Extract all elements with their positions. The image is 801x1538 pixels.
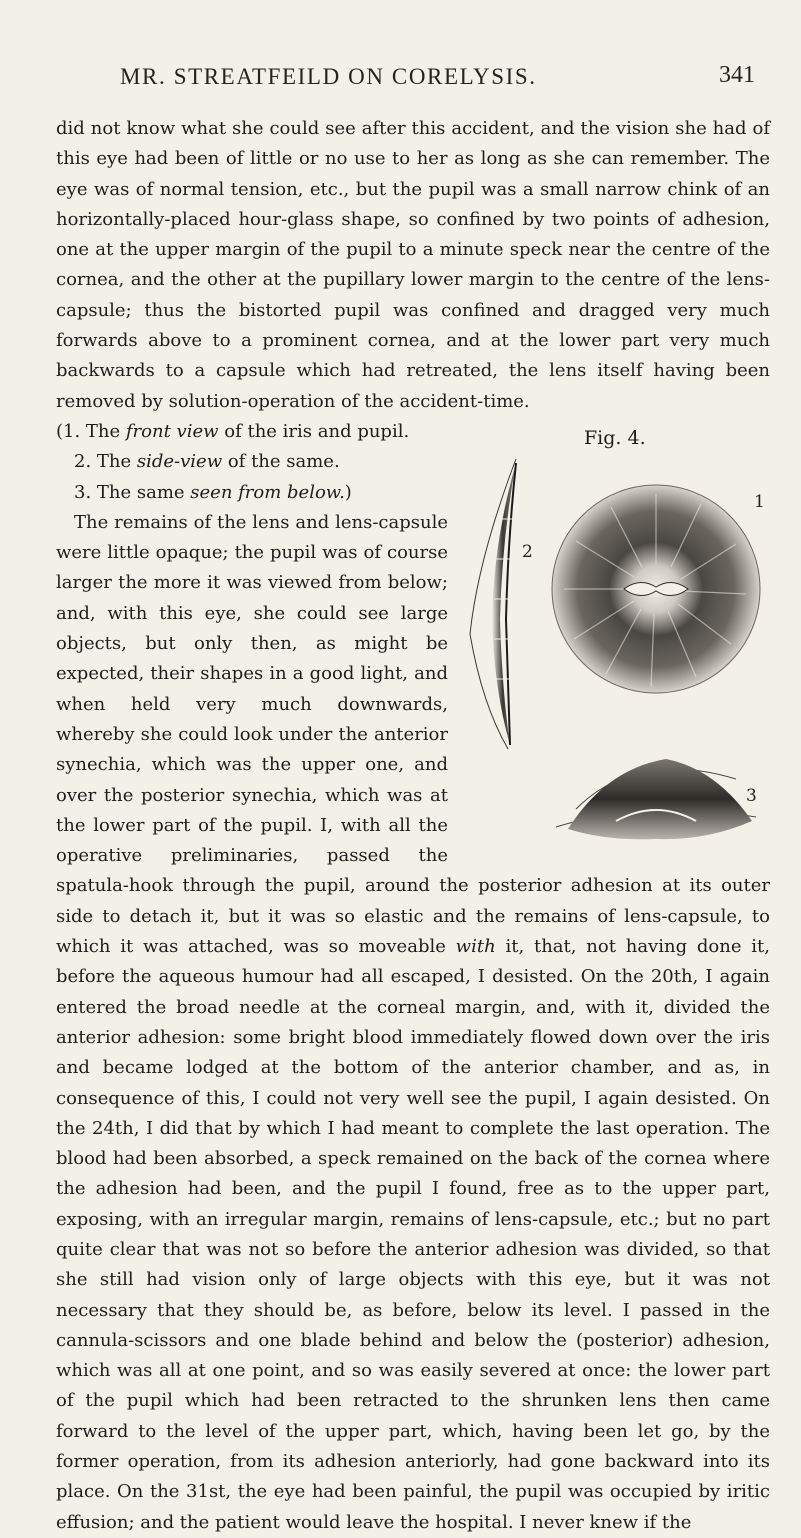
legend-item-1-post: of the iris and pupil.	[218, 420, 410, 442]
legend-item-3-pre: 3. The same	[74, 481, 191, 503]
legend-item-3-post: )	[344, 481, 352, 503]
running-head: MR. STREATFEILD ON CORELYSIS.	[120, 64, 537, 89]
figure-4	[456, 423, 774, 859]
below-view-figure	[556, 759, 757, 839]
paragraph-1	[56, 114, 770, 417]
page-header	[0, 62, 801, 96]
legend-item-2-post: of the same.	[222, 451, 340, 473]
legend-item-2-em: side-view	[136, 451, 223, 473]
figure-number-2: 2	[522, 541, 533, 562]
legend-item-3-em: seen from below.	[190, 481, 345, 503]
iris-pupil-illustration	[456, 449, 774, 859]
paragraph-2-text-b: it, that, not having done it, before the aqueous humour had all escaped, I desisted. On the 20th, I again entered the broad needle at the corneal margin, and, with it, divided the anterior adhesion: some bright blood immediately flowed down over the iris and became lodged at the bottom of the anterior chamber, and as, in consequence of this, I could not very well see the pupil, I again desisted. On the 24th, I did that by which I had meant to complete the last operation. The blood had been absorbed, a speck remained on the back of the cornea where the adhesion had been, and the pupil I found, free as to the upper part, exposing, with an irregular margin, remains of lens-capsule, etc.; but no part quite clear that was not so before the anterior adhesion was divided, so that she still had vision only of large objects with this eye, but it was not necessary that they should be, as before, below its level. I passed in the cannula-scissors and one blade behind and below the (posterior) adhesion, which was all at one point, and so was easily severed at once: the lower part of the pupil which had been retracted to the shrunken lens then came forward to the level of the upper part, which, having been let go, by the former operation, from its adhesion anteriorly, had gone backward into its place. On the 31st, the eye had been painful, the pupil was occupied by iritic effusion; and the patient would leave the hospital. I never knew if the	[56, 936, 770, 1533]
legend-item-1-em: front view	[125, 420, 219, 442]
paragraph-2-emphasis: with	[455, 936, 496, 958]
front-view-figure	[552, 485, 765, 693]
paragraph-2-text-a: The remains of the lens and lens-capsule were little opaque; the pupil was of course larger the more it was viewed from below; and, with this eye, she could see large objects, but only then, as might be expected, their shapes in a good light, and when held very much downwards, whereby she could look under the anterior synechia, which was the upper one, and over the posterior synechia, which was at the lower part of the pupil. I, with all the operative preliminaries, passed the spatula-hook through the pupil, around the posterior adhesion at its outer side to detach it, but it was so elastic and the remains of lens-capsule, to which it was attached, was so moveable	[56, 511, 770, 958]
figure-label: Fig. 4.	[584, 426, 646, 449]
side-view-figure	[470, 459, 533, 749]
legend-item-2-pre: 2. The	[74, 451, 137, 473]
figure-number-1: 1	[754, 491, 765, 512]
figure-number-3: 3	[746, 785, 757, 806]
legend-item-1-pre: (1. The	[56, 420, 126, 442]
body-text	[56, 114, 770, 1538]
page-number: 341	[719, 62, 755, 88]
paragraph-1-text: did not know what she could see after this accident, and the vision she had of this eye had been of little or no use to her as long as she can remember. The eye was of normal tension, etc., but the pupil was a small narrow chink of an horizontally-placed hour-glass shape, so confined by two points of adhesion, one at the upper margin of the pupil to a minute speck near the centre of the cornea, and the other at the pupillary lower margin to the centre of the lens-capsule; thus the bistorted pupil was confined and dragged very much forwards above to a prominent cornea, and at the lower part very much backwards to a capsule which had retreated, the lens itself having been removed by solution-operation of the accident-time.	[56, 118, 770, 412]
